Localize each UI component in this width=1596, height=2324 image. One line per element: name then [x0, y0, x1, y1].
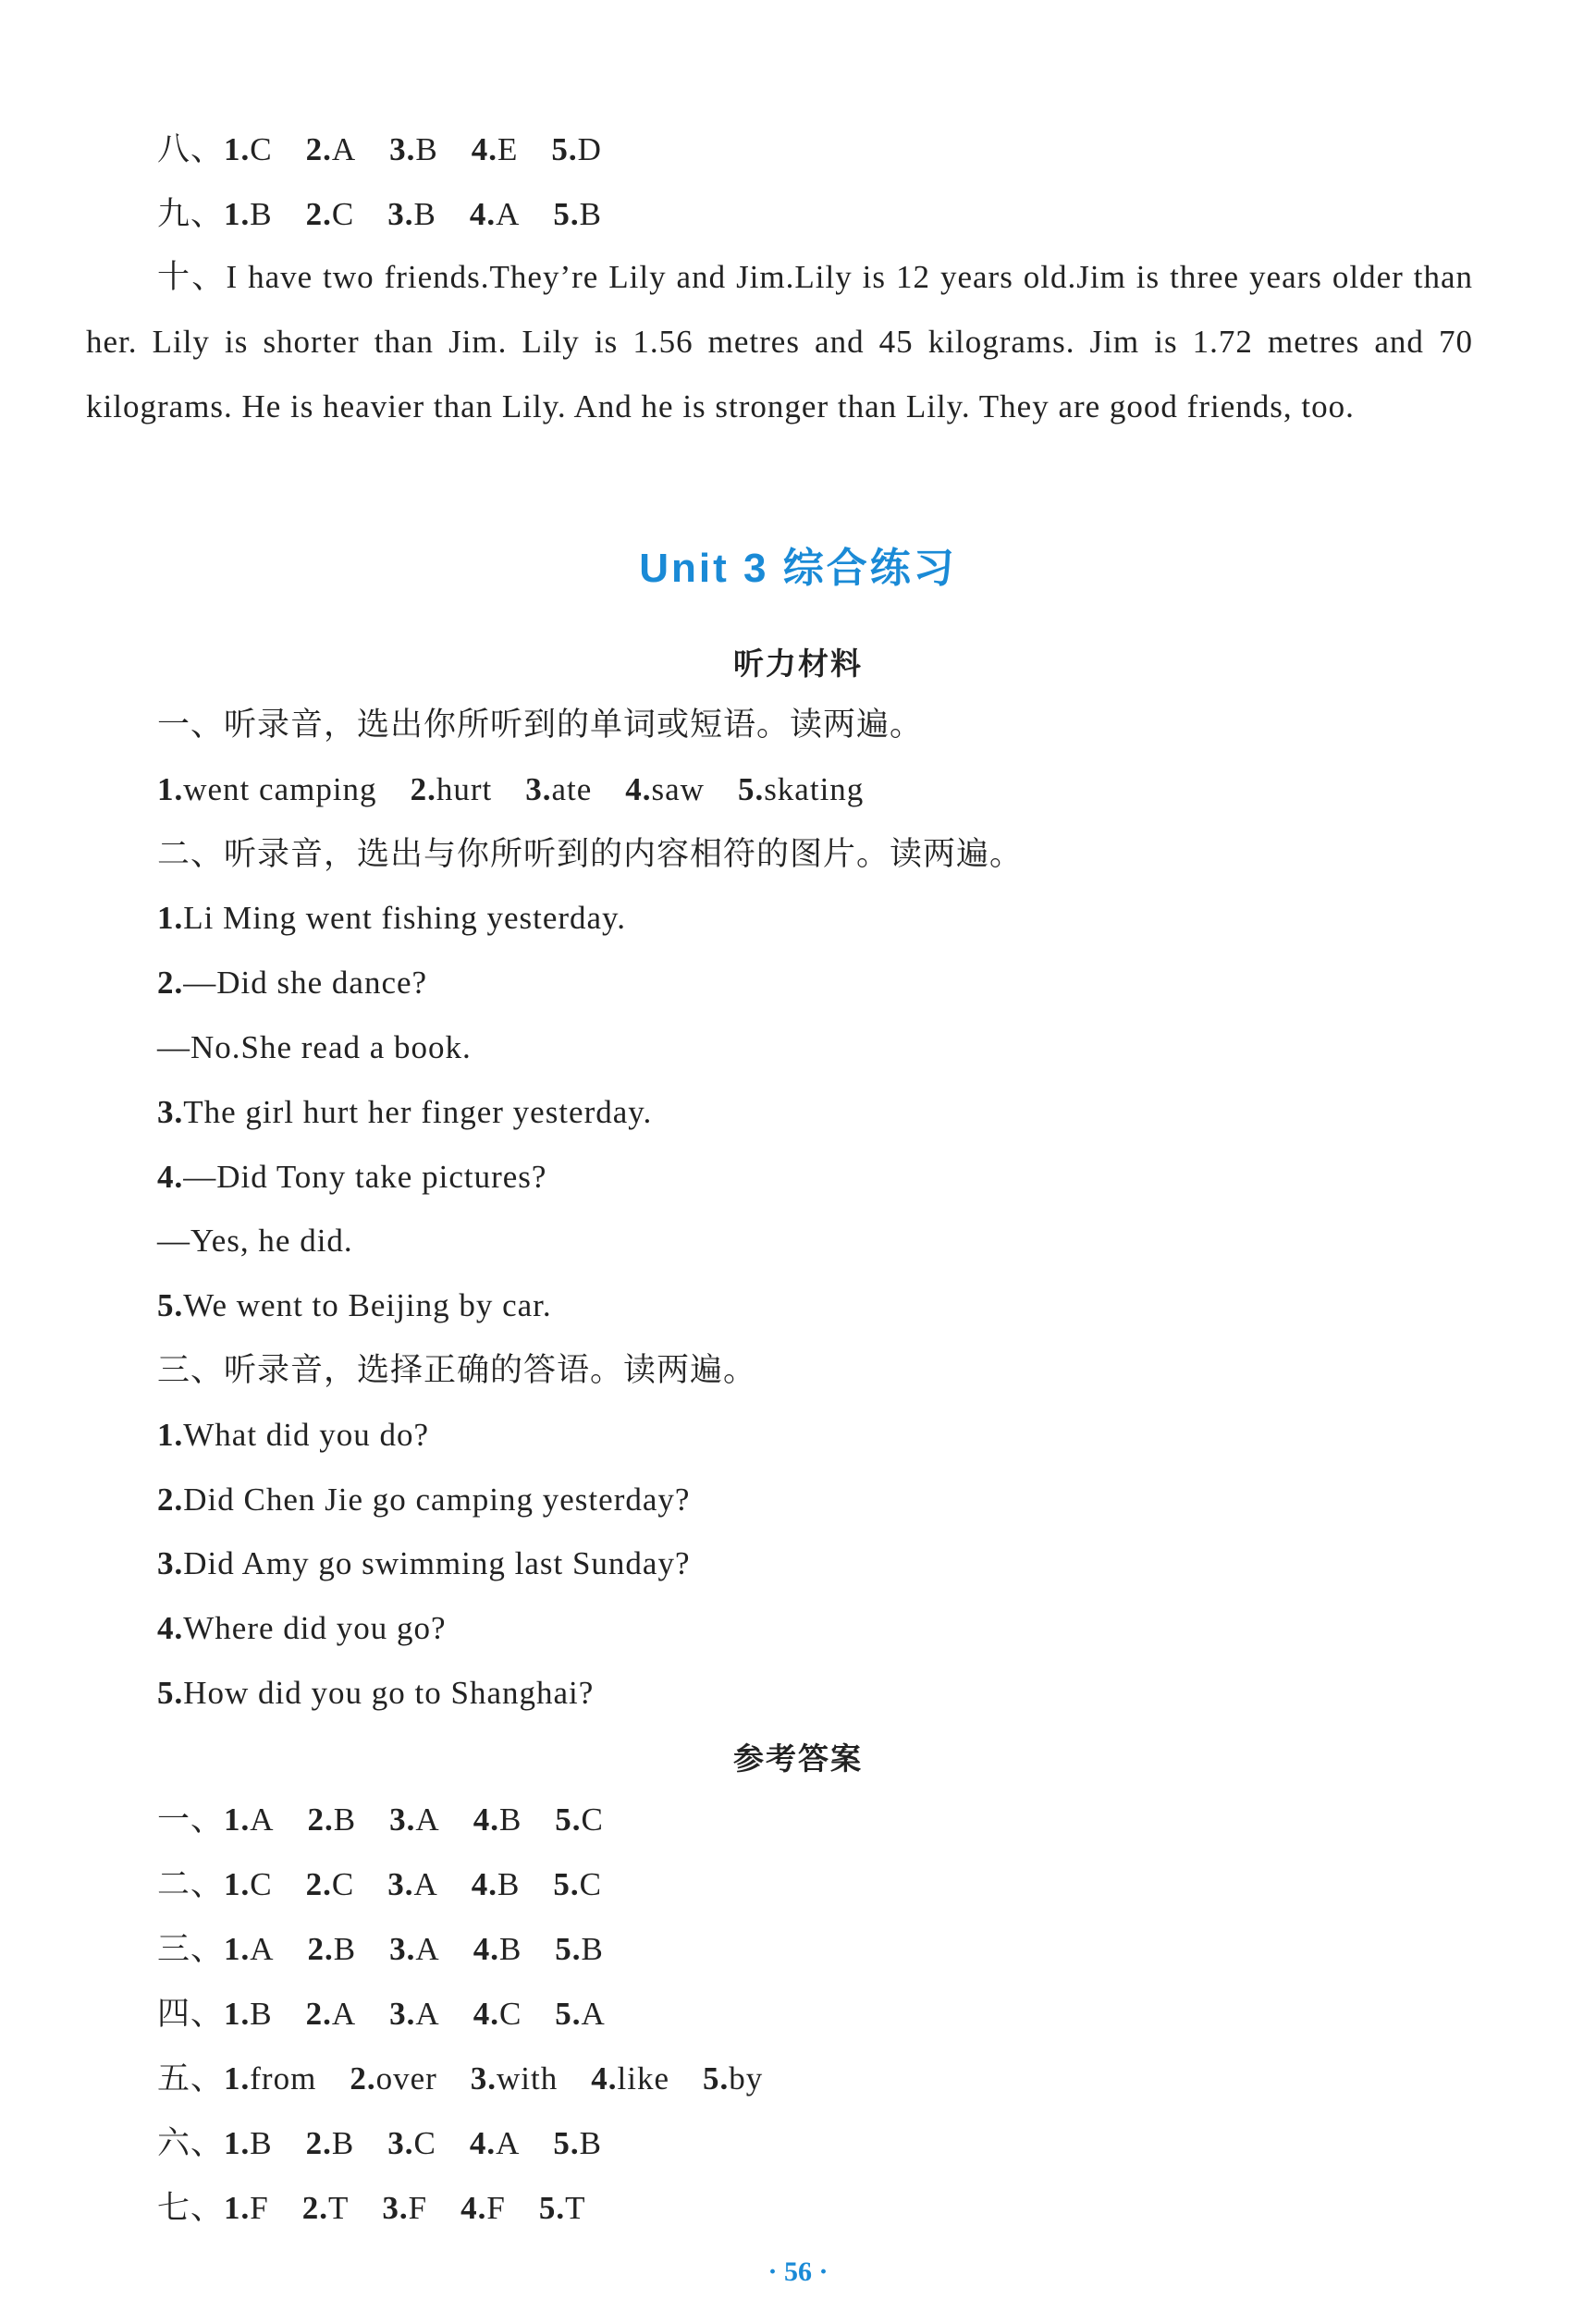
answer-item: [387, 2123, 436, 2164]
item-text: hurt: [436, 770, 493, 807]
item-number: 3.: [525, 770, 552, 807]
answer-value: T: [565, 2190, 586, 2226]
answer-line: [157, 2059, 796, 2099]
answer-number: 2.: [305, 1996, 332, 2032]
answer-number: 4.: [473, 1931, 499, 1967]
item-number: 5.: [157, 1675, 184, 1711]
answer-value: D: [577, 131, 602, 167]
answer-item: [551, 129, 602, 170]
answer-number: 4.: [460, 2190, 487, 2226]
answer-number: 1.: [224, 2060, 251, 2097]
answer-item: [473, 1929, 522, 1970]
answer-item: [472, 129, 519, 170]
answer-value: C: [579, 1866, 602, 1902]
answer-value: A: [331, 1996, 357, 2032]
answer-value: C: [331, 1866, 355, 1902]
item-text: How did you go to Shanghai?: [183, 1675, 595, 1711]
item-number: 3.: [157, 1545, 184, 1582]
answer-item: [555, 1994, 606, 2035]
answer-value: B: [415, 131, 438, 167]
answer-number: 3.: [389, 1996, 416, 2032]
answer-prefix: 六、: [157, 2125, 225, 2161]
answer-number: 2.: [305, 2125, 332, 2161]
answer-item: [306, 1864, 355, 1905]
answer-line: [157, 1864, 635, 1905]
item-text: The girl hurt her finger yesterday.: [183, 1093, 653, 1130]
answer-number: 5.: [553, 2125, 580, 2161]
answer-number: 1.: [224, 2125, 251, 2161]
item-text: Did Amy go swimming last Sunday?: [183, 1545, 691, 1582]
answer-item: [470, 2123, 521, 2164]
listening-sentence: [157, 1673, 594, 1714]
listening-item: [738, 769, 864, 810]
item-number: 1.: [157, 900, 184, 937]
answer-line: [157, 2188, 619, 2229]
answer-value: B: [498, 1931, 522, 1967]
answer-prefix: 七、: [157, 2190, 225, 2226]
page-number: · 56 ·: [767, 2256, 829, 2287]
answer-item: [308, 1929, 357, 1970]
answer-value: A: [415, 1931, 440, 1967]
item-number: 3.: [157, 1093, 184, 1130]
answer-value: E: [497, 131, 519, 167]
answer-number: 5.: [555, 1801, 582, 1838]
answer-value: B: [331, 2125, 355, 2161]
answer-item: [591, 2059, 669, 2099]
answer-value: by: [729, 2060, 764, 2097]
page-number-value: 56: [784, 2256, 812, 2287]
answer-value: from: [250, 2060, 317, 2097]
answer-value: A: [415, 1801, 440, 1838]
answer-value: B: [250, 196, 273, 232]
listening-sentence: [157, 1480, 690, 1520]
answer-number: 4.: [469, 196, 497, 232]
item-number: 5.: [737, 770, 765, 807]
answer-number: 5.: [553, 1866, 580, 1902]
listening-item: [411, 769, 493, 810]
item-text: —Did she dance?: [183, 965, 428, 1002]
answer-value: C: [250, 1866, 273, 1902]
answer-number: 3.: [387, 2125, 414, 2161]
item-number: 1.: [157, 770, 184, 807]
answer-value: like: [617, 2060, 669, 2097]
answer-item: [471, 2059, 558, 2099]
answer-number: 2.: [305, 1866, 332, 1902]
listening-sentence: [157, 1285, 552, 1326]
listening-sentence: [157, 1415, 429, 1456]
answer-number: 3.: [389, 1931, 416, 1967]
answer-value: B: [250, 2125, 273, 2161]
listening-sentence: [157, 1157, 546, 1198]
answer-line: [157, 129, 635, 170]
item-text: We went to Beijing by car.: [183, 1287, 552, 1324]
answer-value: B: [579, 2125, 602, 2161]
listening-sentence: [157, 1608, 447, 1649]
answer-number: 4.: [471, 1866, 498, 1902]
answer-value: A: [496, 196, 521, 232]
answer-prefix: 九、: [157, 196, 225, 232]
answer-number: 3.: [470, 2060, 497, 2097]
answer-item: [306, 194, 355, 235]
answer-number: 2.: [305, 196, 332, 232]
answer-number: 4.: [473, 1996, 499, 2032]
answer-item: [472, 1864, 521, 1905]
answer-line: [157, 1800, 637, 1840]
answer-number: 3.: [389, 1801, 416, 1838]
answer-item: [224, 1929, 275, 1970]
listening-item: [525, 769, 592, 810]
answer-number: 5.: [553, 196, 580, 232]
answer-prefix: 一、: [157, 1801, 225, 1838]
item-text: What did you do?: [183, 1416, 430, 1453]
essay-prefix: 十、: [157, 259, 227, 295]
answer-item: [306, 2123, 355, 2164]
item-text: —Did Tony take pictures?: [183, 1158, 547, 1195]
item-text: saw: [651, 770, 705, 807]
answer-item: [389, 1800, 440, 1840]
answer-number: 4.: [471, 131, 498, 167]
essay-paragraph: [86, 245, 1473, 439]
answer-number: 2.: [350, 2060, 376, 2097]
answer-item: [553, 194, 602, 235]
answer-number: 1.: [224, 1996, 251, 2032]
answer-item: [302, 2188, 350, 2229]
unit-title: Unit 3 综合练习: [639, 546, 957, 591]
listening-sentence: [157, 963, 427, 1003]
answer-value: B: [498, 1801, 522, 1838]
answer-value: F: [486, 2190, 506, 2226]
answer-item: [224, 2188, 269, 2229]
answer-value: F: [250, 2190, 269, 2226]
answer-item: [224, 2059, 316, 2099]
answer-value: A: [250, 1801, 275, 1838]
answer-number: 3.: [387, 1866, 414, 1902]
listening-item: [625, 769, 705, 810]
answer-value: C: [331, 196, 355, 232]
item-text: Li Ming went fishing yesterday.: [183, 900, 627, 937]
answer-number: 5.: [538, 2190, 566, 2226]
answer-item: [224, 194, 273, 235]
answer-item: [473, 1994, 522, 2035]
item-number: 4.: [625, 770, 652, 807]
answer-value: B: [250, 1996, 273, 2032]
listening-sentence: —Yes, he did.: [157, 1223, 353, 1260]
item-number: 2.: [410, 770, 436, 807]
listening-sentence: —No.She read a book.: [157, 1029, 472, 1065]
answer-value: B: [581, 1931, 604, 1967]
answer-number: 2.: [301, 2190, 328, 2226]
answer-item: [382, 2188, 427, 2229]
item-text: Where did you go?: [183, 1610, 447, 1647]
item-number: 2.: [157, 965, 184, 1002]
item-text: skating: [764, 770, 865, 807]
answer-line: [157, 1929, 637, 1970]
answer-item: [473, 1800, 522, 1840]
answer-item: [389, 1929, 440, 1970]
answer-item: [555, 1929, 604, 1970]
answer-number: 5.: [551, 131, 578, 167]
answer-item: [553, 1864, 602, 1905]
answer-item: [224, 2123, 273, 2164]
answer-number: 1.: [224, 1866, 251, 1902]
answer-number: 1.: [224, 196, 251, 232]
answer-number: 5.: [702, 2060, 730, 2097]
answer-item: [703, 2059, 763, 2099]
answer-number: 3.: [387, 196, 414, 232]
answer-value: A: [415, 1996, 440, 2032]
item-text: went camping: [183, 770, 377, 807]
item-number: 1.: [157, 1416, 184, 1453]
answer-number: 2.: [307, 1931, 334, 1967]
answer-value: A: [496, 2125, 521, 2161]
answer-number: 3.: [382, 2190, 409, 2226]
answer-item: [470, 194, 521, 235]
answer-value: B: [333, 1801, 357, 1838]
answer-prefix: 五、: [157, 2060, 225, 2097]
answer-value: with: [497, 2060, 559, 2097]
item-number: 4.: [157, 1158, 184, 1195]
answer-item: [224, 129, 273, 170]
answer-number: 1.: [224, 1801, 251, 1838]
answer-value: C: [581, 1801, 604, 1838]
answer-item: [387, 194, 436, 235]
answer-line: [157, 1994, 639, 2035]
answer-value: A: [581, 1996, 606, 2032]
listening-word-list: [157, 769, 897, 810]
answer-number: 4.: [473, 1801, 499, 1838]
answer-value: C: [413, 2125, 436, 2161]
answer-item: [224, 1864, 273, 1905]
essay-text: I have two friends.They’re Lily and Jim.Lily is 12 years old.Jim is three years older than her. Lily is shorter than Jim. Lily is 1.56 metres and 45 kilograms. Jim is 1.72 metres and 70 kilograms. He is heavier than Lily. And he is stronger than Lily. They are good friends, too.: [86, 259, 1473, 424]
answer-item: [555, 1800, 604, 1840]
answer-item: [308, 1800, 357, 1840]
listening-sentence: [157, 898, 626, 939]
answer-item: [306, 1994, 357, 2035]
answer-prefix: 三、: [157, 1931, 225, 1967]
answers-heading: 参考答案: [733, 1740, 863, 1777]
answer-value: A: [250, 1931, 275, 1967]
answer-value: B: [413, 196, 436, 232]
listening-sentence: [157, 1543, 691, 1584]
answer-value: B: [497, 1866, 521, 1902]
answer-item: [387, 1864, 438, 1905]
answer-value: B: [333, 1931, 357, 1967]
answer-number: 4.: [469, 2125, 497, 2161]
answer-number: 4.: [591, 2060, 618, 2097]
answer-number: 1.: [224, 2190, 251, 2226]
answer-prefix: 八、: [157, 131, 225, 167]
answer-value: B: [579, 196, 602, 232]
answer-item: [306, 129, 357, 170]
answer-prefix: 四、: [157, 1996, 225, 2032]
answer-item: [224, 1994, 273, 2035]
answer-number: 5.: [555, 1996, 582, 2032]
answer-value: C: [250, 131, 273, 167]
listening-section-heading: 一、听录音，选出你所听到的单词或短语。读两遍。: [157, 707, 924, 743]
answer-item: [389, 1994, 440, 2035]
answer-item: [350, 2059, 436, 2099]
answer-number: 2.: [307, 1801, 334, 1838]
listening-heading: 听力材料: [733, 646, 863, 682]
listening-section-heading: 三、听录音，选择正确的答语。读两遍。: [157, 1352, 757, 1388]
listening-item: [157, 769, 377, 810]
answer-item: [389, 129, 438, 170]
answer-value: C: [498, 1996, 522, 2032]
answer-item: [539, 2188, 586, 2229]
item-number: 2.: [157, 1481, 184, 1518]
answer-value: over: [375, 2060, 437, 2097]
listening-sentence: [157, 1092, 652, 1133]
answer-line: [157, 2123, 635, 2164]
answer-number: 2.: [305, 131, 332, 167]
answer-item: [224, 1800, 275, 1840]
item-text: ate: [551, 770, 593, 807]
answer-number: 5.: [555, 1931, 582, 1967]
answer-prefix: 二、: [157, 1866, 225, 1902]
answer-value: T: [327, 2190, 350, 2226]
answer-line: [157, 194, 635, 235]
answer-item: [553, 2123, 602, 2164]
item-number: 4.: [157, 1610, 184, 1647]
listening-section-heading: 二、听录音，选出与你所听到的内容相符的图片。读两遍。: [157, 835, 1024, 872]
item-text: Did Chen Jie go camping yesterday?: [183, 1481, 691, 1518]
item-number: 5.: [157, 1287, 184, 1324]
answer-value: A: [413, 1866, 438, 1902]
answer-value: A: [331, 131, 357, 167]
answer-value: F: [408, 2190, 428, 2226]
answer-number: 3.: [389, 131, 416, 167]
answer-item: [460, 2188, 506, 2229]
answer-number: 1.: [224, 131, 251, 167]
answer-number: 1.: [224, 1931, 251, 1967]
